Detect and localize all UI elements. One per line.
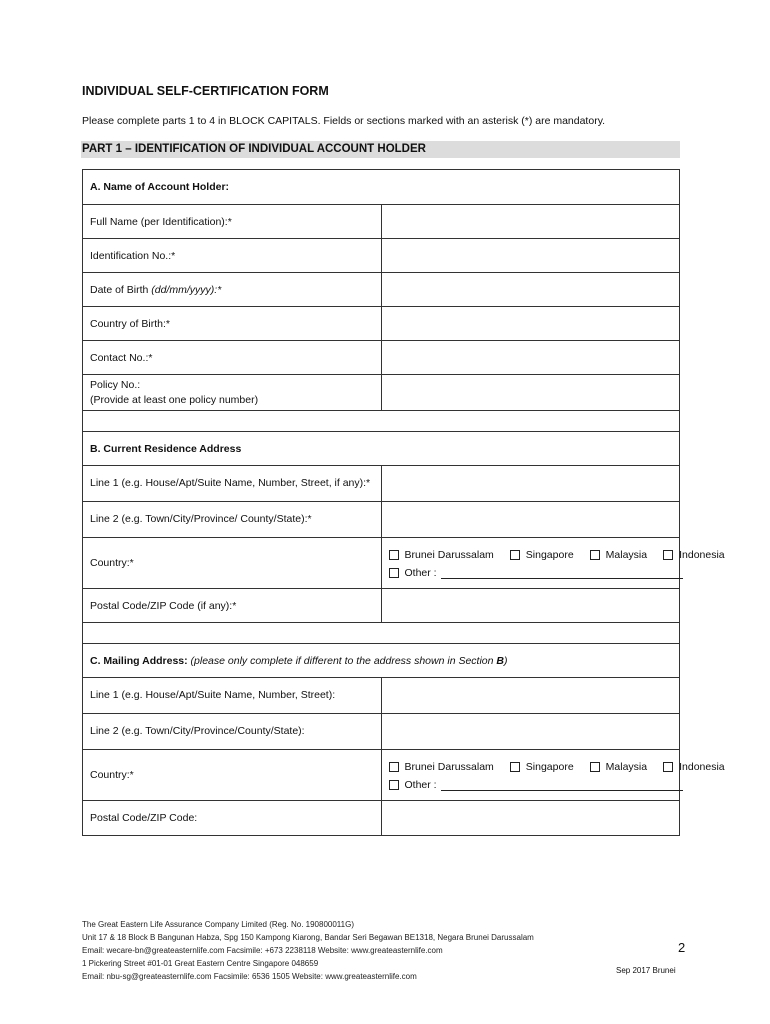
residence-other-input[interactable] bbox=[441, 568, 683, 579]
section-c-note-ref: B bbox=[496, 654, 504, 667]
residence-country-label: Country:* bbox=[83, 538, 382, 589]
identification-table bbox=[82, 169, 725, 836]
residence-line2-label: Line 2 (e.g. Town/City/Province/ County/State):* bbox=[83, 502, 382, 538]
mailing-line1-field[interactable] bbox=[381, 678, 680, 714]
spacer-row bbox=[83, 411, 680, 432]
option-label: Other : bbox=[404, 779, 437, 791]
mailing-postal-field[interactable] bbox=[381, 801, 680, 836]
section-c-title: C. Mailing Address: bbox=[90, 654, 188, 667]
mailing-line2-label: Line 2 (e.g. Town/City/Province/County/State): bbox=[83, 714, 382, 750]
form-instructions: Please complete parts 1 to 4 in BLOCK CAPITALS. Fields or sections marked with an asterisk (*) are mandatory. bbox=[82, 115, 606, 127]
date-of-birth-label bbox=[83, 273, 382, 307]
policy-no-text: Policy No.: bbox=[90, 378, 141, 391]
checkbox-icon[interactable] bbox=[663, 762, 673, 772]
section-c-note-close: ) bbox=[503, 654, 508, 667]
section-a-heading: A. Name of Account Holder: bbox=[83, 170, 680, 205]
identification-no-label: Identification No.:* bbox=[83, 239, 382, 273]
residence-option-other[interactable] bbox=[389, 567, 683, 579]
mailing-option-indonesia[interactable] bbox=[663, 761, 725, 773]
mailing-option-other[interactable] bbox=[389, 779, 683, 791]
checkbox-icon[interactable] bbox=[389, 550, 399, 560]
checkbox-icon[interactable] bbox=[389, 762, 399, 772]
residence-line1-field[interactable] bbox=[381, 466, 680, 502]
residence-option-malaysia[interactable] bbox=[590, 549, 647, 561]
mailing-other-input[interactable] bbox=[441, 780, 683, 791]
full-name-field[interactable] bbox=[381, 205, 680, 239]
country-of-birth-field[interactable] bbox=[381, 307, 680, 341]
form-title: INDIVIDUAL SELF-CERTIFICATION FORM bbox=[82, 84, 329, 98]
residence-line1-label: Line 1 (e.g. House/Apt/Suite Name, Number, Street, if any):* bbox=[83, 466, 382, 502]
residence-option-singapore[interactable] bbox=[510, 549, 574, 561]
mailing-option-malaysia[interactable] bbox=[590, 761, 647, 773]
page-number: 2 bbox=[678, 940, 686, 955]
footer-singapore-address: 1 Pickering Street #01-01 Great Eastern Centre Singapore 048659 bbox=[82, 959, 319, 968]
option-label: Brunei Darussalam bbox=[404, 549, 494, 561]
section-c-note-text: (please only complete if different to the address shown in Section bbox=[190, 654, 497, 667]
checkbox-icon[interactable] bbox=[510, 550, 520, 560]
option-label: Indonesia bbox=[679, 761, 725, 773]
checkbox-icon[interactable] bbox=[510, 762, 520, 772]
checkbox-icon[interactable] bbox=[590, 762, 600, 772]
residence-country-options bbox=[381, 538, 725, 589]
country-of-birth-label: Country of Birth:* bbox=[83, 307, 382, 341]
policy-no-field[interactable] bbox=[381, 375, 680, 411]
option-label: Malaysia bbox=[605, 549, 648, 561]
footer-singapore-contact: Email: nbu-sg@greateasternlife.com Facsimile: 6536 1505 Website: www.greateasternlife.com bbox=[82, 972, 417, 981]
residence-postal-label: Postal Code/ZIP Code (if any):* bbox=[83, 589, 382, 623]
option-label: Singapore bbox=[525, 761, 574, 773]
spacer-row bbox=[83, 623, 680, 644]
mailing-postal-label: Postal Code/ZIP Code: bbox=[83, 801, 382, 836]
option-label: Indonesia bbox=[679, 549, 725, 561]
contact-no-field[interactable] bbox=[381, 341, 680, 375]
part-1-heading: PART 1 – IDENTIFICATION OF INDIVIDUAL ACCOUNT HOLDER bbox=[81, 141, 680, 158]
footer-company: The Great Eastern Life Assurance Company Limited (Reg. No. 190800011G) bbox=[82, 920, 354, 929]
mailing-line2-field[interactable] bbox=[381, 714, 680, 750]
section-c-note bbox=[191, 655, 508, 667]
option-label: Other : bbox=[404, 567, 437, 579]
mailing-country-label: Country:* bbox=[83, 750, 382, 801]
option-label: Brunei Darussalam bbox=[404, 761, 494, 773]
option-label: Malaysia bbox=[605, 761, 648, 773]
checkbox-icon[interactable] bbox=[389, 568, 399, 578]
identification-no-field[interactable] bbox=[381, 239, 680, 273]
option-label: Singapore bbox=[525, 549, 574, 561]
full-name-label: Full Name (per Identification):* bbox=[83, 205, 382, 239]
residence-option-indonesia[interactable] bbox=[663, 549, 725, 561]
footer-brunei-address: Unit 17 & 18 Block B Bangunan Habza, Spg 150 Kampong Kiarong, Bandar Seri Begawan BE1318, Negara Brunei Darussalam bbox=[82, 933, 534, 942]
mailing-option-singapore[interactable] bbox=[510, 761, 574, 773]
footer-brunei-contact: Email: wecare-bn@greateasternlife.com Facsimile: +673 2238118 Website: www.greateasternlife.com bbox=[82, 946, 443, 955]
residence-line2-field[interactable] bbox=[381, 502, 680, 538]
contact-no-label: Contact No.:* bbox=[83, 341, 382, 375]
residence-postal-field[interactable] bbox=[381, 589, 680, 623]
dob-label-text: Date of Birth bbox=[90, 283, 152, 296]
residence-option-brunei[interactable] bbox=[389, 549, 494, 561]
section-b-heading: B. Current Residence Address bbox=[83, 432, 680, 466]
mailing-line1-label: Line 1 (e.g. House/Apt/Suite Name, Number, Street): bbox=[83, 678, 382, 714]
checkbox-icon[interactable] bbox=[590, 550, 600, 560]
section-c-heading bbox=[83, 644, 680, 678]
company-footer bbox=[82, 918, 534, 983]
checkbox-icon[interactable] bbox=[389, 780, 399, 790]
policy-no-note: (Provide at least one policy number) bbox=[90, 393, 259, 406]
checkbox-icon[interactable] bbox=[663, 550, 673, 560]
mailing-option-brunei[interactable] bbox=[389, 761, 494, 773]
form-edition: Sep 2017 Brunei bbox=[616, 966, 676, 975]
date-of-birth-field[interactable] bbox=[381, 273, 680, 307]
policy-no-label bbox=[83, 375, 382, 411]
dob-format-hint: (dd/mm/yyyy):* bbox=[151, 283, 222, 296]
mailing-country-options bbox=[381, 750, 725, 801]
